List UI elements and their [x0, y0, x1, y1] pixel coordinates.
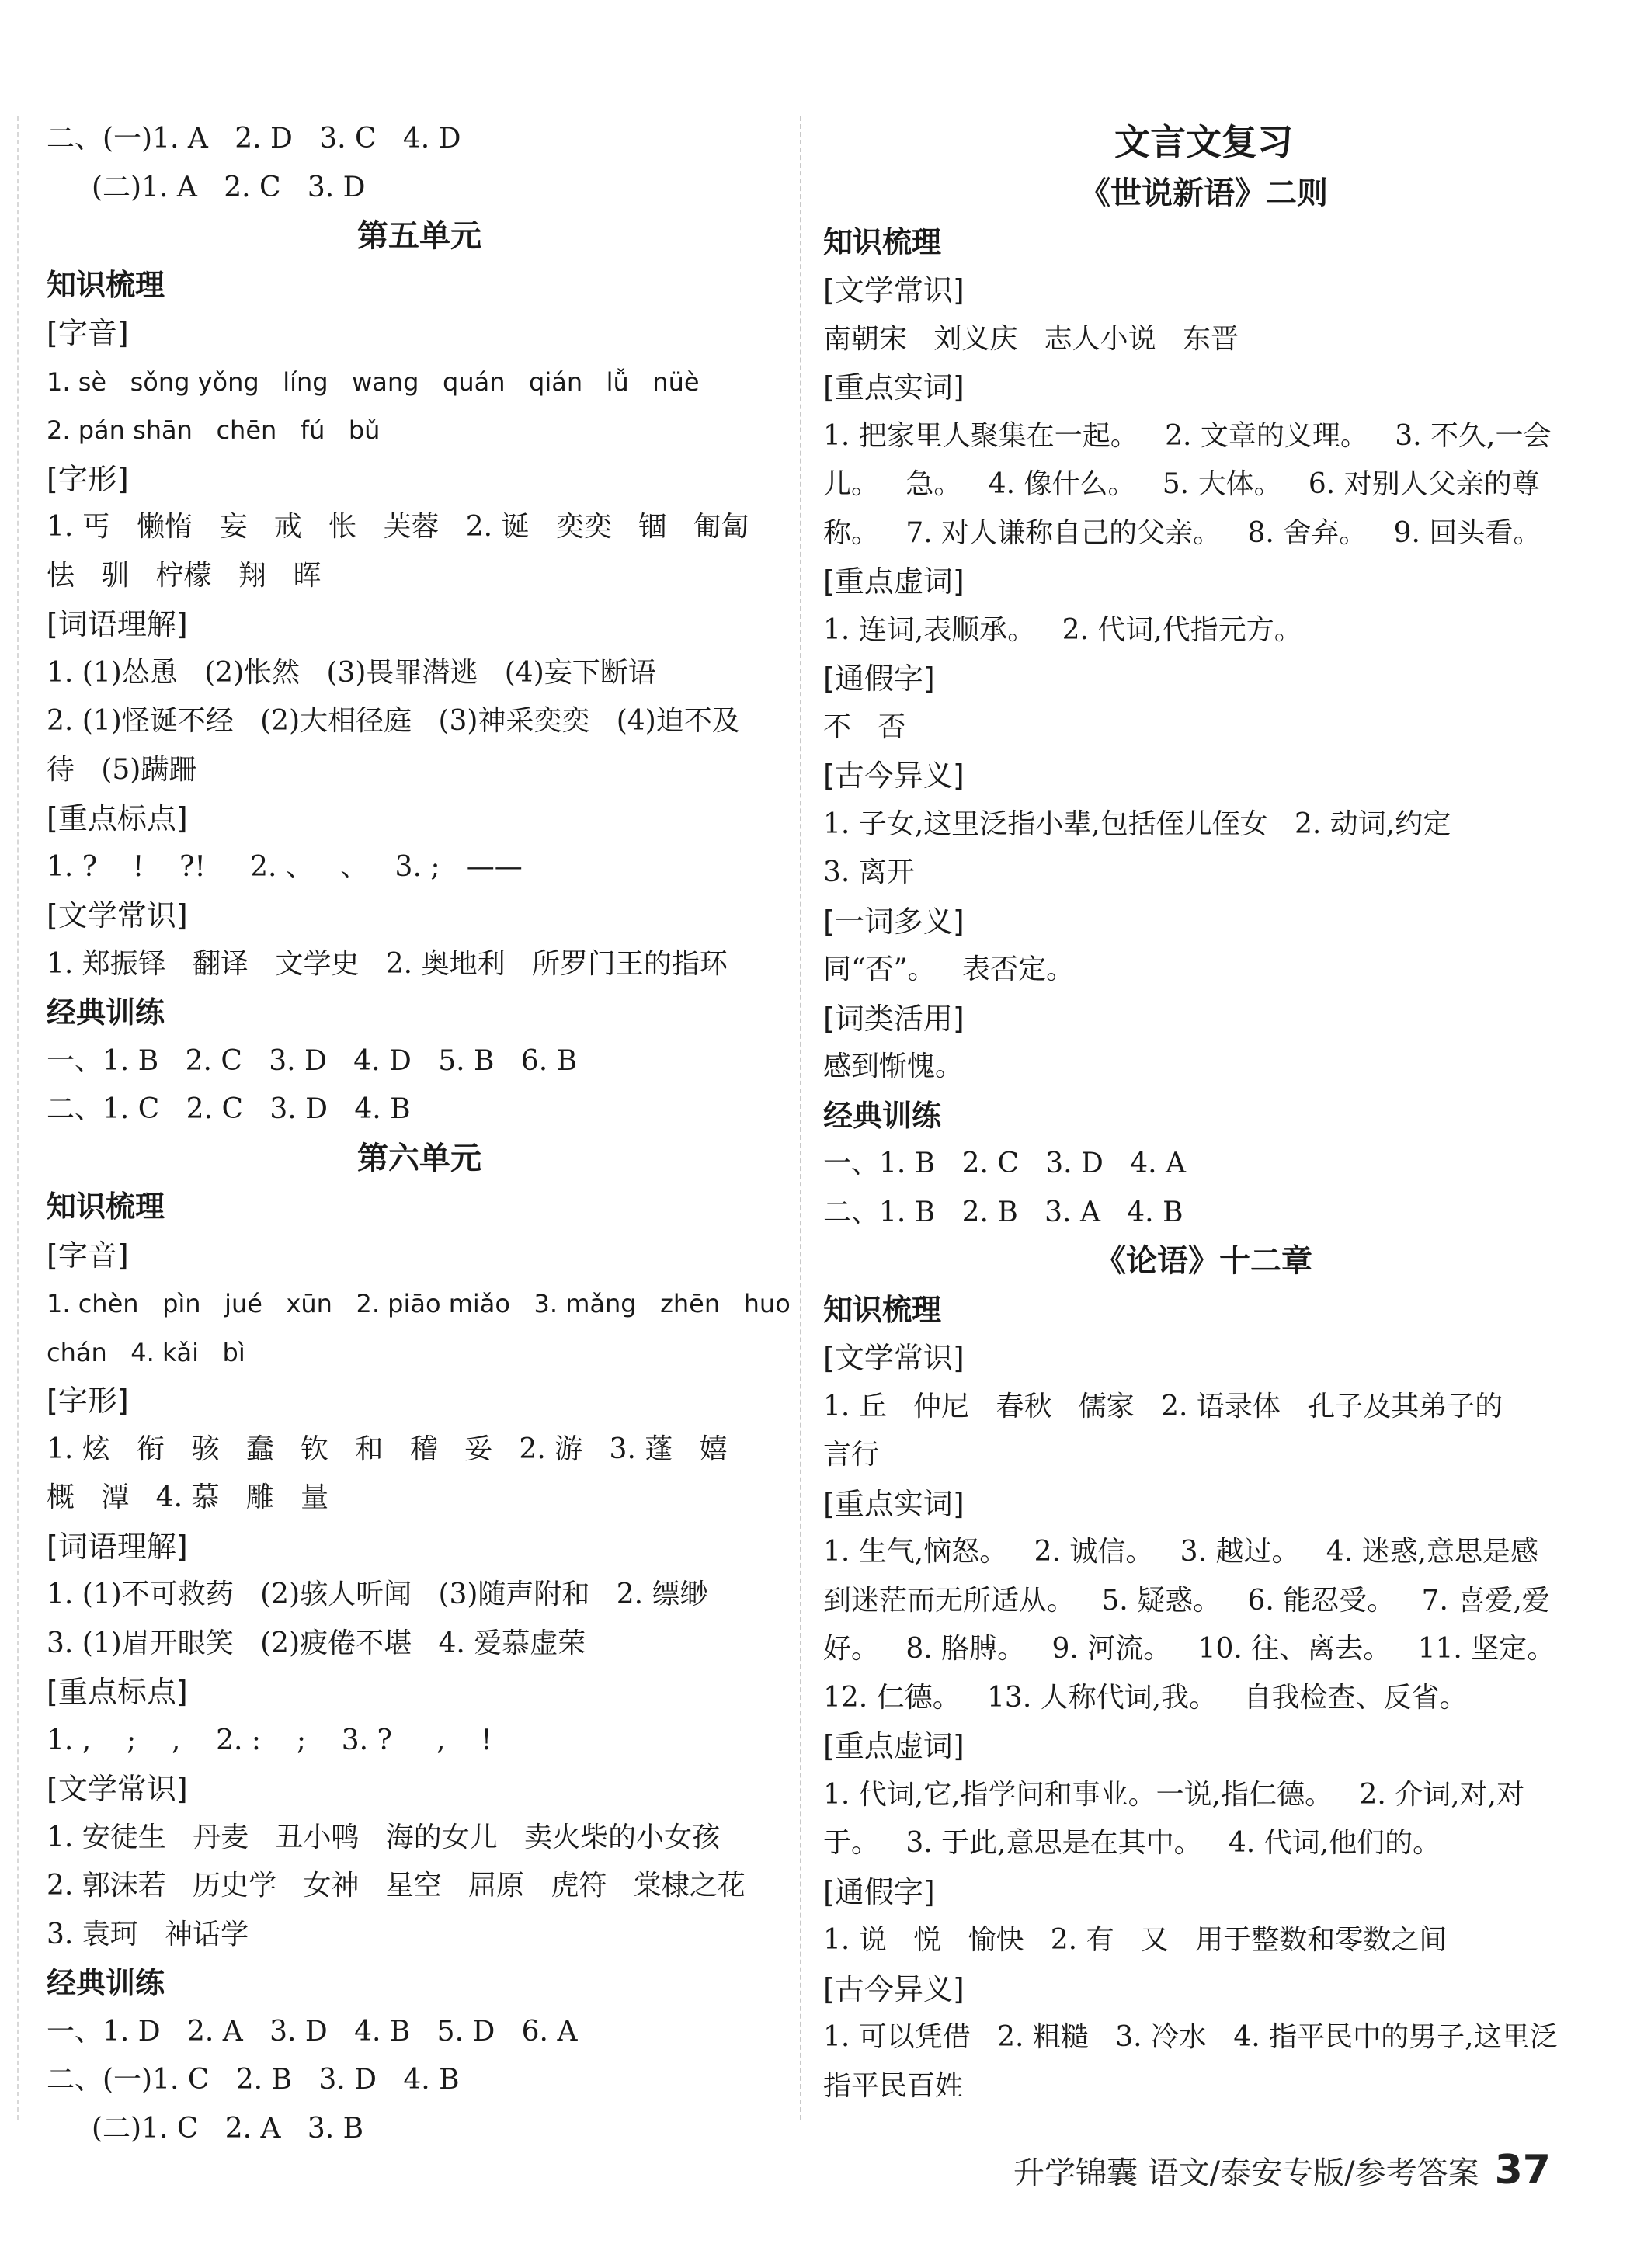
bracket-heading: [词类活用]	[823, 1001, 965, 1036]
bracket-heading: [通假字]	[823, 662, 935, 696]
answer-line: 二、(一)1. A 2. D 3. C 4. D	[47, 123, 461, 155]
answer-line: 称。 7. 对人谦称自己的父亲。 8. 舍弃。 9. 回头看。	[823, 516, 1541, 549]
bracket-heading: [重点虚词]	[823, 1729, 965, 1763]
answer-line: 二、(一)1. C 2. B 3. D 4. B	[47, 2064, 460, 2096]
answer-line: 二、1. B 2. B 3. A 4. B	[823, 1196, 1183, 1228]
bracket-heading: [词语理解]	[47, 1529, 188, 1564]
section-heading: 经典训练	[823, 1098, 942, 1133]
answer-line: (二)1. C 2. A 3. B	[92, 2112, 364, 2145]
answer-line: 1. 连词,表顺承。 2. 代词,代指元方。	[823, 613, 1302, 646]
answer-line: 儿。 急。 4. 像什么。 5. 大体。 6. 对别人父亲的尊	[823, 468, 1540, 500]
answer-line: 12. 仁德。 13. 人称代词,我。 自我检查、反省。	[823, 1681, 1468, 1714]
bracket-heading: [文学常识]	[823, 273, 965, 307]
answer-line: 1. 说 悦 愉快 2. 有 又 用于整数和零数之间	[823, 1924, 1448, 1956]
answer-line: 一、1. B 2. C 3. D 4. D 5. B 6. B	[47, 1044, 578, 1077]
answer-line: 南朝宋 刘义庆 志人小说 东晋	[823, 322, 1239, 355]
answer-line: 1. 郑振铎 翻译 文学史 2. 奥地利 所罗门王的指环	[47, 947, 728, 980]
bracket-heading: [重点实词]	[823, 1486, 965, 1521]
bracket-heading: [文学常识]	[47, 898, 188, 933]
column-divider	[800, 116, 801, 2120]
page-footer	[1013, 2147, 1551, 2193]
answer-line: 1. 炫 衔 骇 蠢 钦 和 稽 妥 2. 游 3. 蓬 嬉	[47, 1433, 728, 1465]
section-heading: 知识梳理	[47, 1190, 165, 1224]
answer-line: 3. 离开	[823, 856, 915, 888]
answer-line: 1. 可以凭借 2. 粗糙 3. 冷水 4. 指平民中的男子,这里泛	[823, 2021, 1558, 2053]
answer-line: 1. , ; , 2. : ; 3. ? , !	[47, 1724, 492, 1756]
bracket-heading: [字形]	[47, 1384, 129, 1418]
answer-line: 1. 代词,它,指学问和事业。一说,指仁德。 2. 介词,对,对	[823, 1778, 1525, 1811]
section-heading: 经典训练	[47, 1966, 165, 2000]
bracket-heading: [通假字]	[823, 1874, 935, 1909]
answer-line: 于。 3. 于此,意思是在其中。 4. 代词,他们的。	[823, 1827, 1441, 1859]
answer-line: 好。 8. 胳膊。 9. 河流。 10. 往、离去。 11. 坚定。	[823, 1633, 1555, 1665]
answer-line: 1. 丘 仲尼 春秋 儒家 2. 语录体 孔子及其弟子的	[823, 1390, 1503, 1422]
answer-line: 1. 安徒生 丹麦 丑小鸭 海的女儿 卖火柴的小女孩	[47, 1821, 721, 1853]
answer-line: 到迷茫而无所适从。 5. 疑惑。 6. 能忍受。 7. 喜爱,爱	[823, 1584, 1550, 1617]
section-heading: 知识梳理	[823, 1292, 942, 1327]
answer-line: 1. (1)怂恿 (2)怅然 (3)畏罪潜逃 (4)妄下断语	[47, 656, 656, 689]
bracket-heading: [古今异义]	[823, 1971, 965, 2006]
left-column	[47, 115, 792, 2153]
answer-line: 一、1. B 2. C 3. D 4. A	[823, 1148, 1187, 1179]
answer-line: 概 潭 4. 慕 雕 量	[47, 1481, 329, 1513]
answer-line: 1. 生气,恼怒。 2. 诚信。 3. 越过。 4. 迷惑,意思是感	[823, 1536, 1539, 1568]
margin-line	[17, 116, 19, 2120]
answer-line: 1. ? ! ?! 2. 、 、 3. ; ——	[47, 850, 523, 883]
answer-line: 同“否”。 表否定。	[823, 953, 1075, 985]
bracket-heading: [字音]	[47, 316, 129, 350]
chapter-title: 文言文复习	[1114, 121, 1293, 163]
bracket-heading: [重点实词]	[823, 370, 965, 405]
pinyin-line: chán 4. kǎi bì	[47, 1337, 245, 1367]
bracket-heading: [重点虚词]	[823, 564, 965, 599]
answer-line: 言行	[823, 1439, 880, 1471]
answer-line: 指平民百姓	[823, 2069, 964, 2102]
answer-line: 2. 郭沫若 历史学 女神 星空 屈原 虎符 棠棣之花	[47, 1870, 746, 1902]
answer-line: 二、1. C 2. C 3. D 4. B	[47, 1093, 411, 1125]
answer-line: 1. 把家里人聚集在一起。 2. 文章的义理。 3. 不久,一会	[823, 419, 1552, 452]
pinyin-line: 1. sè sǒng yǒng líng wang quán qián lǚ nüè	[47, 366, 700, 397]
page-number: 37	[1494, 2147, 1551, 2193]
answer-line: 待 (5)蹒跚	[47, 753, 197, 786]
answer-line: 一、1. D 2. A 3. D 4. B 5. D 6. A	[47, 2015, 578, 2047]
answer-line: 2. (1)怪诞不经 (2)大相径庭 (3)神采奕奕 (4)迫不及	[47, 705, 740, 737]
bracket-heading: [文学常识]	[47, 1772, 188, 1806]
answer-line: 怯 驯 柠檬 翔 晖	[47, 559, 322, 592]
bracket-heading: [字形]	[47, 461, 129, 496]
answer-line: 3. (1)眉开眼笑 (2)疲倦不堪 4. 爱慕虚荣	[47, 1627, 586, 1659]
answer-line: 感到惭愧。	[823, 1051, 964, 1082]
unit-title: 第五单元	[357, 217, 481, 254]
bracket-heading: [词语理解]	[47, 607, 188, 641]
bracket-heading: [文学常识]	[823, 1341, 965, 1375]
lesson-title: 《论语》十二章	[1095, 1242, 1312, 1279]
answer-line: 1. 子女,这里泛指小辈,包括侄儿侄女 2. 动词,约定	[823, 808, 1451, 840]
answer-line: 1. 丐 懒惰 妄 戒 怅 芙蓉 2. 诞 奕奕 锢 匍匐	[47, 511, 749, 543]
answer-line: (二)1. A 2. C 3. D	[92, 171, 366, 203]
bracket-heading: [一词多义]	[823, 904, 965, 939]
right-column	[823, 115, 1584, 2110]
unit-title: 第六单元	[357, 1139, 481, 1176]
bracket-heading: [古今异义]	[823, 759, 965, 793]
bracket-heading: [重点标点]	[47, 801, 188, 835]
section-heading: 知识梳理	[47, 267, 165, 302]
pinyin-line: 1. chèn pìn jué xūn 2. piāo miǎo 3. mǎng zhēn huo	[47, 1289, 791, 1318]
answer-line: 不 否	[823, 710, 906, 743]
section-heading: 知识梳理	[823, 224, 942, 259]
bracket-heading: [重点标点]	[47, 1675, 188, 1709]
lesson-title: 《世说新语》二则	[1079, 175, 1328, 211]
footer-text: 升学锦囊 语文/泰安专版/参考答案	[1013, 2155, 1479, 2191]
pinyin-line: 2. pán shān chēn fú bǔ	[47, 415, 381, 445]
answer-line: 1. (1)不可救药 (2)骇人听闻 (3)随声附和 2. 缥缈	[47, 1579, 708, 1610]
answer-line: 3. 袁珂 神话学	[47, 1918, 249, 1950]
bracket-heading: [字音]	[47, 1238, 129, 1273]
section-heading: 经典训练	[47, 995, 165, 1030]
